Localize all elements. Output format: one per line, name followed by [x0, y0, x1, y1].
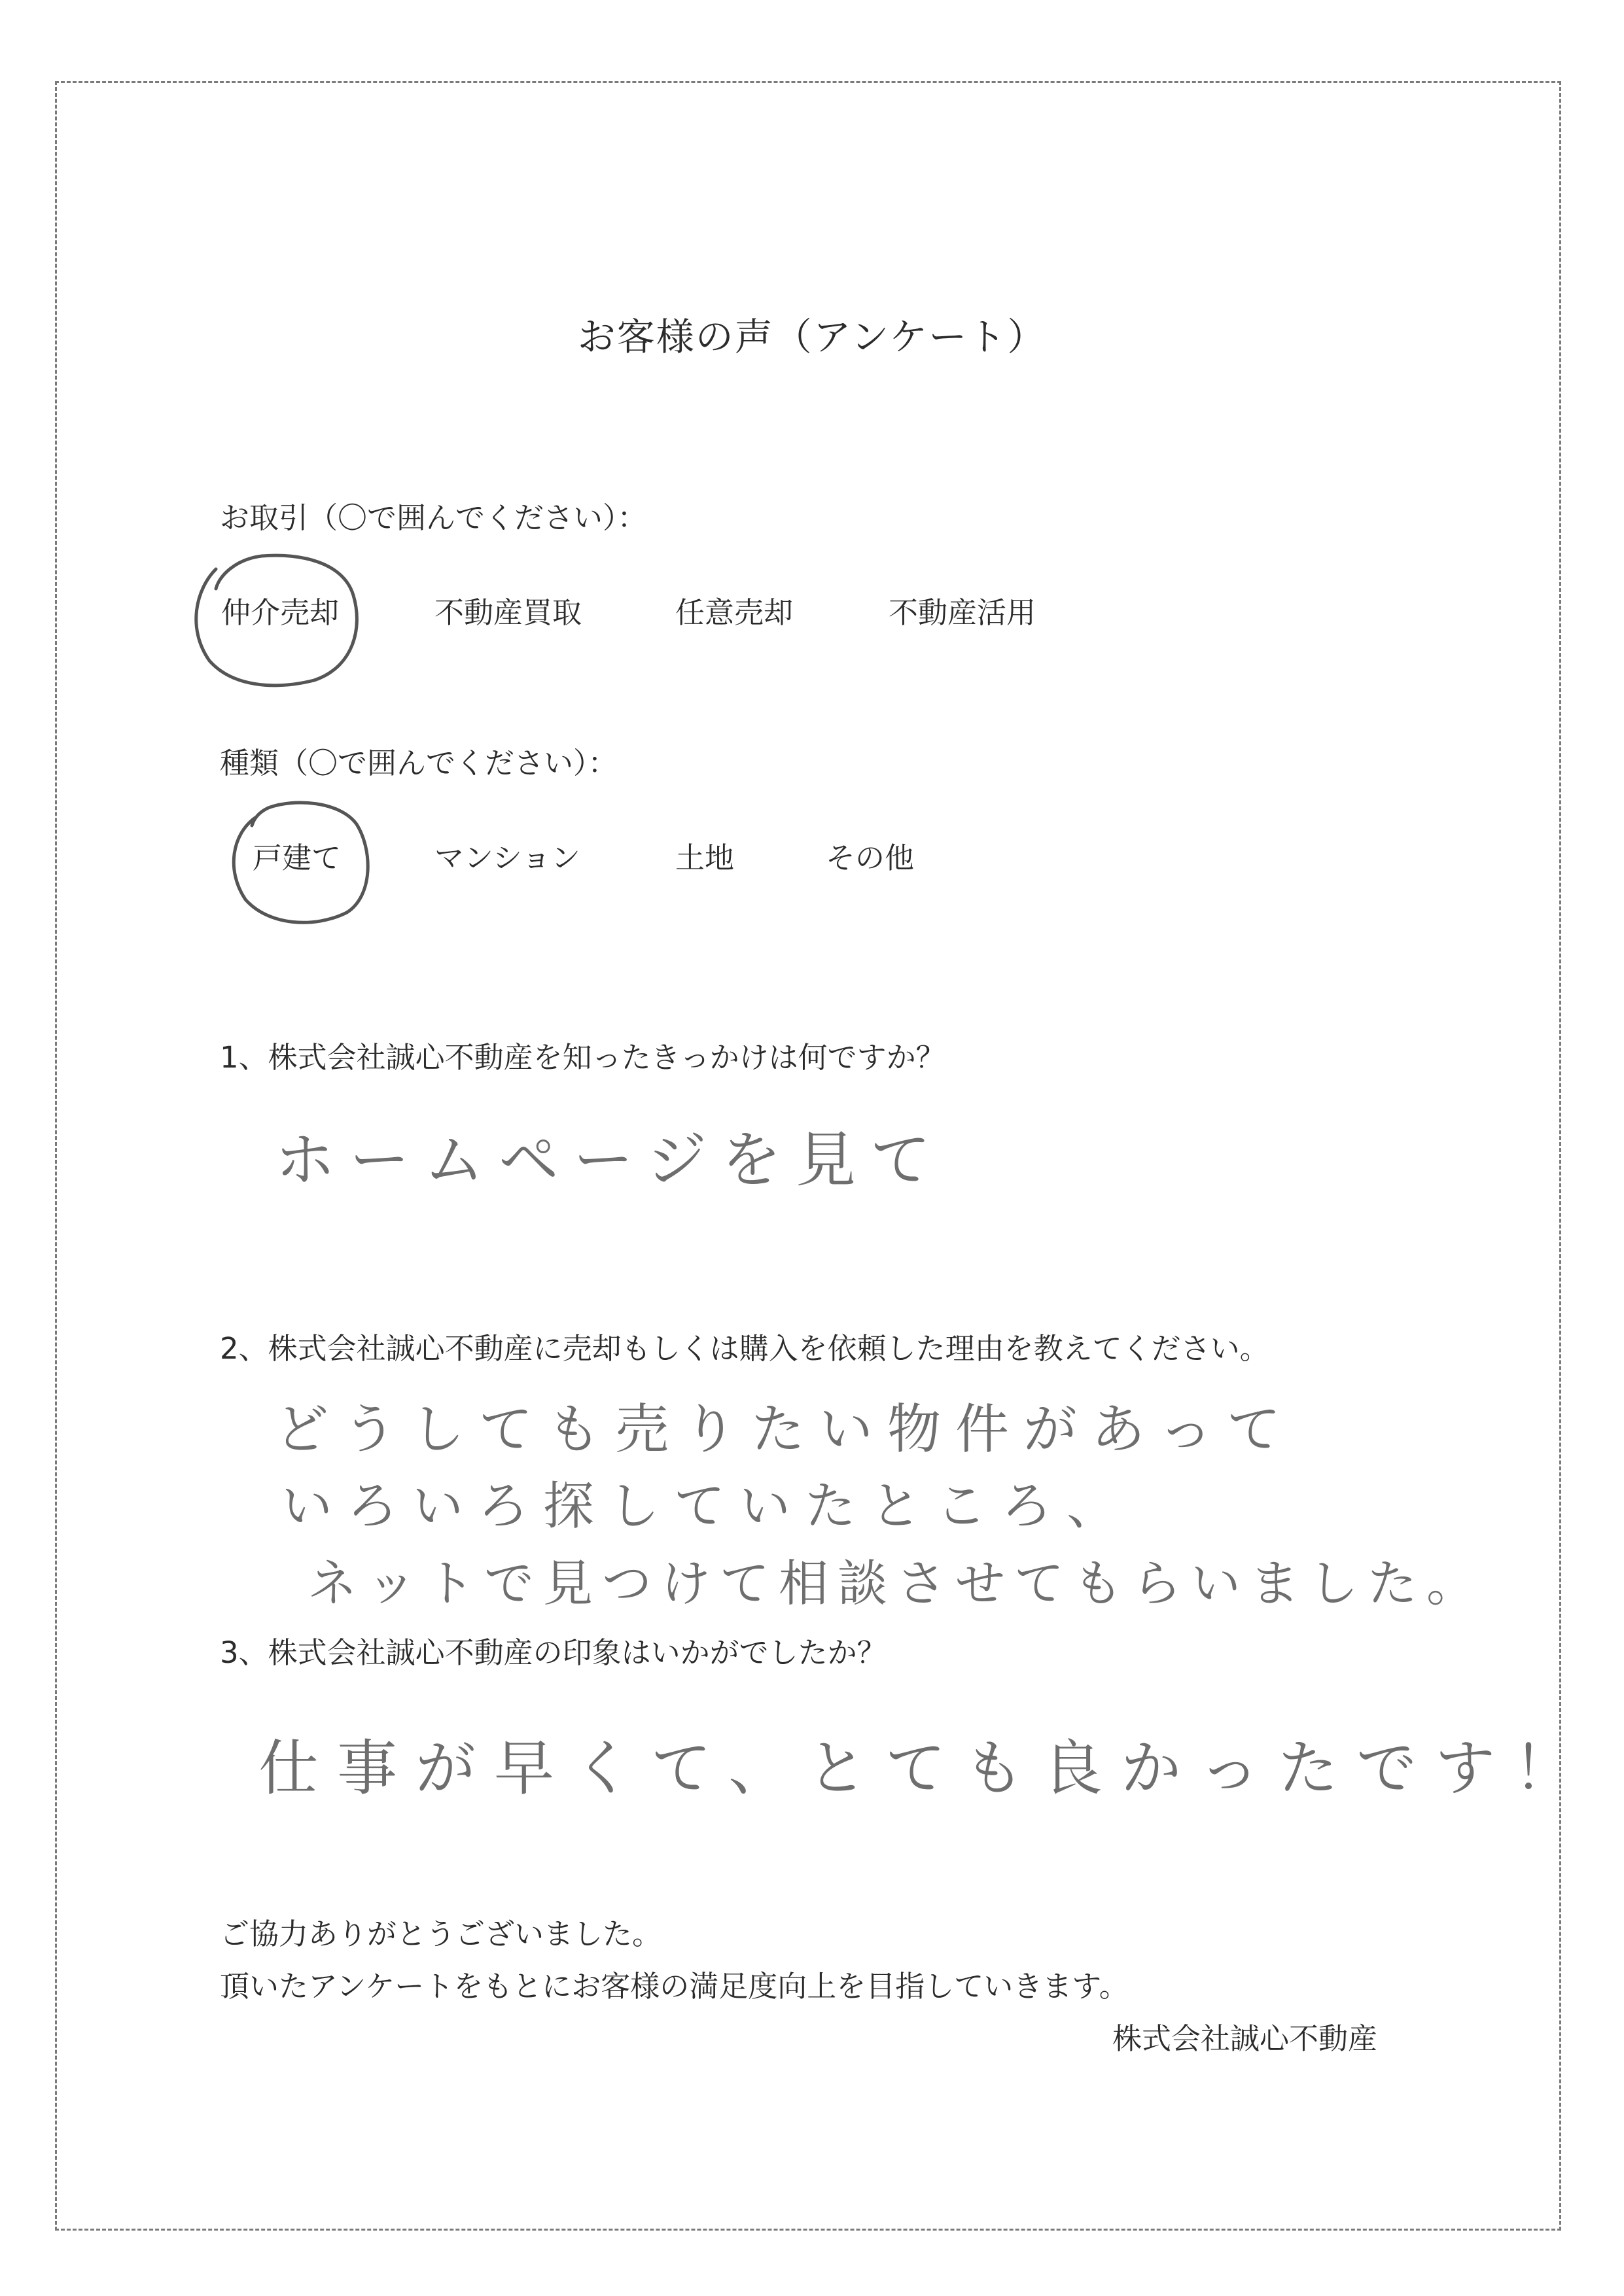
question-1: 1、株式会社誠心不動産を知ったきっかけは何ですか？: [220, 1040, 945, 1075]
transaction-option-utilization: 不動産活用: [889, 595, 1036, 630]
transaction-option-brokerage-sale: 仲介売却: [221, 595, 340, 630]
answer-2-line-1: どうしても売りたい物件があって: [275, 1399, 1296, 1461]
question-3: 3、株式会社誠心不動産の印象はいかがでしたか？: [220, 1635, 887, 1670]
page-title: お客様の声（アンケート）: [577, 315, 1047, 359]
type-option-land: 土地: [675, 841, 735, 875]
answer-1-line-1: ホームページを見て: [275, 1125, 945, 1195]
transaction-option-direct-purchase: 不動産買取: [434, 595, 582, 630]
transaction-option-voluntary-sale: 任意売却: [675, 595, 794, 630]
question-2: 2、株式会社誠心不動産に売却もしくは購入を依頼した理由を教えてください。: [220, 1331, 1269, 1366]
transaction-label: お取引（〇で囲んでください）：: [220, 500, 647, 535]
answer-2-line-3: ネットで見つけて相談させてもらいました。: [308, 1554, 1485, 1612]
type-option-other: その他: [826, 841, 915, 875]
answer-3-line-1: 仕事が早くて、とても良かったです！: [258, 1733, 1593, 1803]
closing-message: 頂いたアンケートをもとにお客様の満足度向上を目指していきます。: [220, 1969, 1129, 2004]
type-option-detached-house: 戸建て: [253, 841, 342, 875]
closing-thanks: ご協力ありがとうございました。: [220, 1917, 662, 1951]
answer-2-line-2: いろいろ探していたところ、: [281, 1477, 1133, 1536]
type-option-condominium: マンション: [434, 841, 580, 875]
company-name: 株式会社誠心不動産: [1112, 2021, 1378, 2056]
property-type-label: 種類（〇で囲んでください）：: [220, 746, 618, 780]
